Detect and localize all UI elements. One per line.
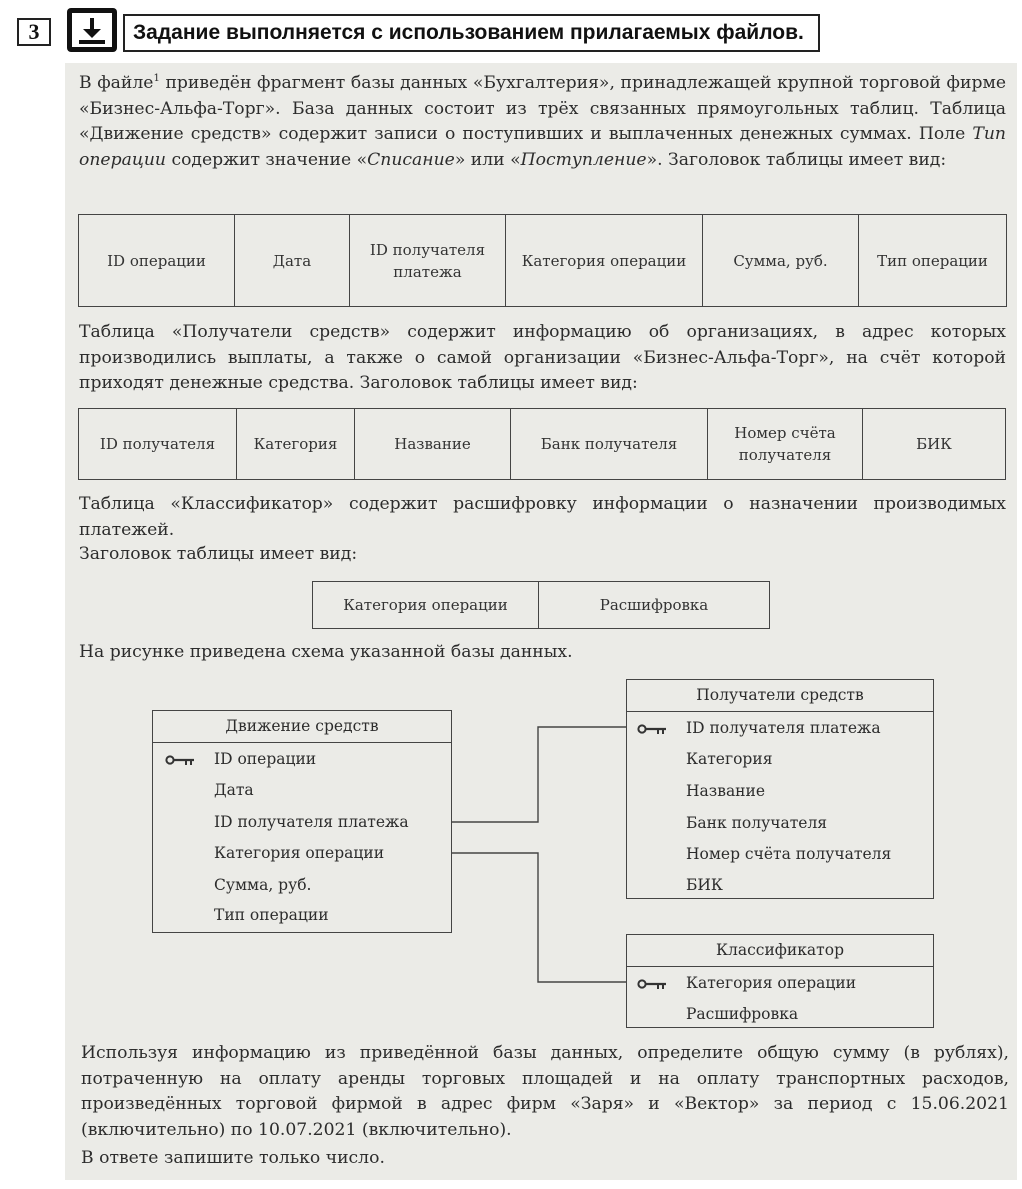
schema-field: БИК [686, 876, 723, 894]
header-cell: Банк получателя [511, 409, 708, 480]
intro-text-8: ». Заголовок таблицы имеет вид: [646, 149, 947, 170]
schema-field: Категория операции [686, 974, 857, 992]
schema-table-recipients [626, 679, 934, 899]
key-icon [637, 723, 667, 735]
header-cell: Категория операции [313, 582, 539, 629]
header-cell: ID получателя [79, 409, 237, 480]
footnote-mark: 1 [153, 73, 160, 84]
header-cell: Расшифровка [539, 582, 770, 629]
link-category [452, 853, 626, 982]
schema-table-movement [152, 710, 452, 933]
schema-field: Сумма, руб. [214, 876, 312, 894]
schema-field: Банк получателя [686, 814, 828, 832]
header-cell: Номер счёта получателя [708, 409, 863, 480]
intro-text-4: содержит значение « [165, 149, 368, 170]
answer-instruction: В ответе запишите только число. [81, 1148, 385, 1168]
header-cell: ID операции [79, 215, 235, 307]
header-cell: Категория операции [506, 215, 703, 307]
schema-field: ID получателя платежа [214, 813, 409, 831]
schema-field: Номер счёта получателя [686, 845, 892, 863]
question-text: Используя информацию из приведённой базы данных, определите общую сумму (в рублях), потраченную на оплату аренды торговых площадей и на оплату транспортных расходов, произведённых торговой фирмой в адрес фирм «Заря» и «Вектор» за период с 15.06.2021 (включительно) по 10.07.2021 (включительно). [81, 1043, 1009, 1140]
header-cell: Тип операции [859, 215, 1007, 307]
schema-table-title: Получатели средств [696, 686, 864, 704]
value-income: Поступление [520, 149, 647, 170]
classifier-paragraph: Таблица «Классификатор» содержит расшифровку информации о назначении производимых платежей. [79, 494, 1006, 540]
intro-text-6: » или « [454, 149, 521, 170]
schema-field: Название [686, 782, 766, 800]
recipients-paragraph: Таблица «Получатели средств» содержит информацию об организациях, в адрес которых производились выплаты, а также о самой организации «Бизнес-Альфа-Торг», на счёт которой приходят денежные средства. Заголовок таблицы имеет вид: [79, 322, 1006, 393]
schema-caption: На рисунке приведена схема указанной базы данных. [79, 642, 573, 662]
field-name-operation-type: Тип операции [79, 124, 1006, 170]
schema-field: Дата [214, 781, 254, 799]
schema-field: ID операции [214, 750, 317, 768]
schema-field: Категория операции [214, 844, 385, 862]
key-icon [637, 978, 667, 990]
schema-table-title: Движение средств [225, 717, 379, 735]
schema-table-classifier [626, 934, 934, 1028]
schema-table-title: Классификатор [716, 941, 844, 959]
intro-text-2: приведён фрагмент базы данных «Бухгалтерия», принадлежащей крупной торговой фирме «Бизнес-Альфа-Торг». База данных состоит из трёх связанных прямоугольных таблиц. Таблица «Движение средств» содержит записи о поступивших и выплаченных денежных суммах. Поле [79, 73, 1006, 144]
key-icon [165, 754, 195, 766]
link-recipient-id [452, 727, 626, 822]
schema-field: Тип операции [214, 906, 329, 924]
schema-field: ID получателя платежа [686, 719, 881, 737]
schema-field: Категория [686, 750, 773, 768]
header-cell: ID получателя платежа [350, 215, 506, 307]
header-cell: Сумма, руб. [703, 215, 859, 307]
header-cell: БИК [863, 409, 1006, 480]
task-number: 3 [17, 18, 51, 46]
value-writeoff: Списание [367, 149, 455, 170]
header-cell: Название [355, 409, 511, 480]
task-banner: Задание выполняется с использованием прилагаемых файлов. [123, 14, 820, 52]
header-cell: Дата [235, 215, 350, 307]
header-cell: Категория [237, 409, 355, 480]
intro-text-1: В файле [79, 73, 154, 93]
schema-field: Расшифровка [686, 1005, 799, 1023]
classifier-header-note: Заголовок таблицы имеет вид: [79, 544, 358, 564]
